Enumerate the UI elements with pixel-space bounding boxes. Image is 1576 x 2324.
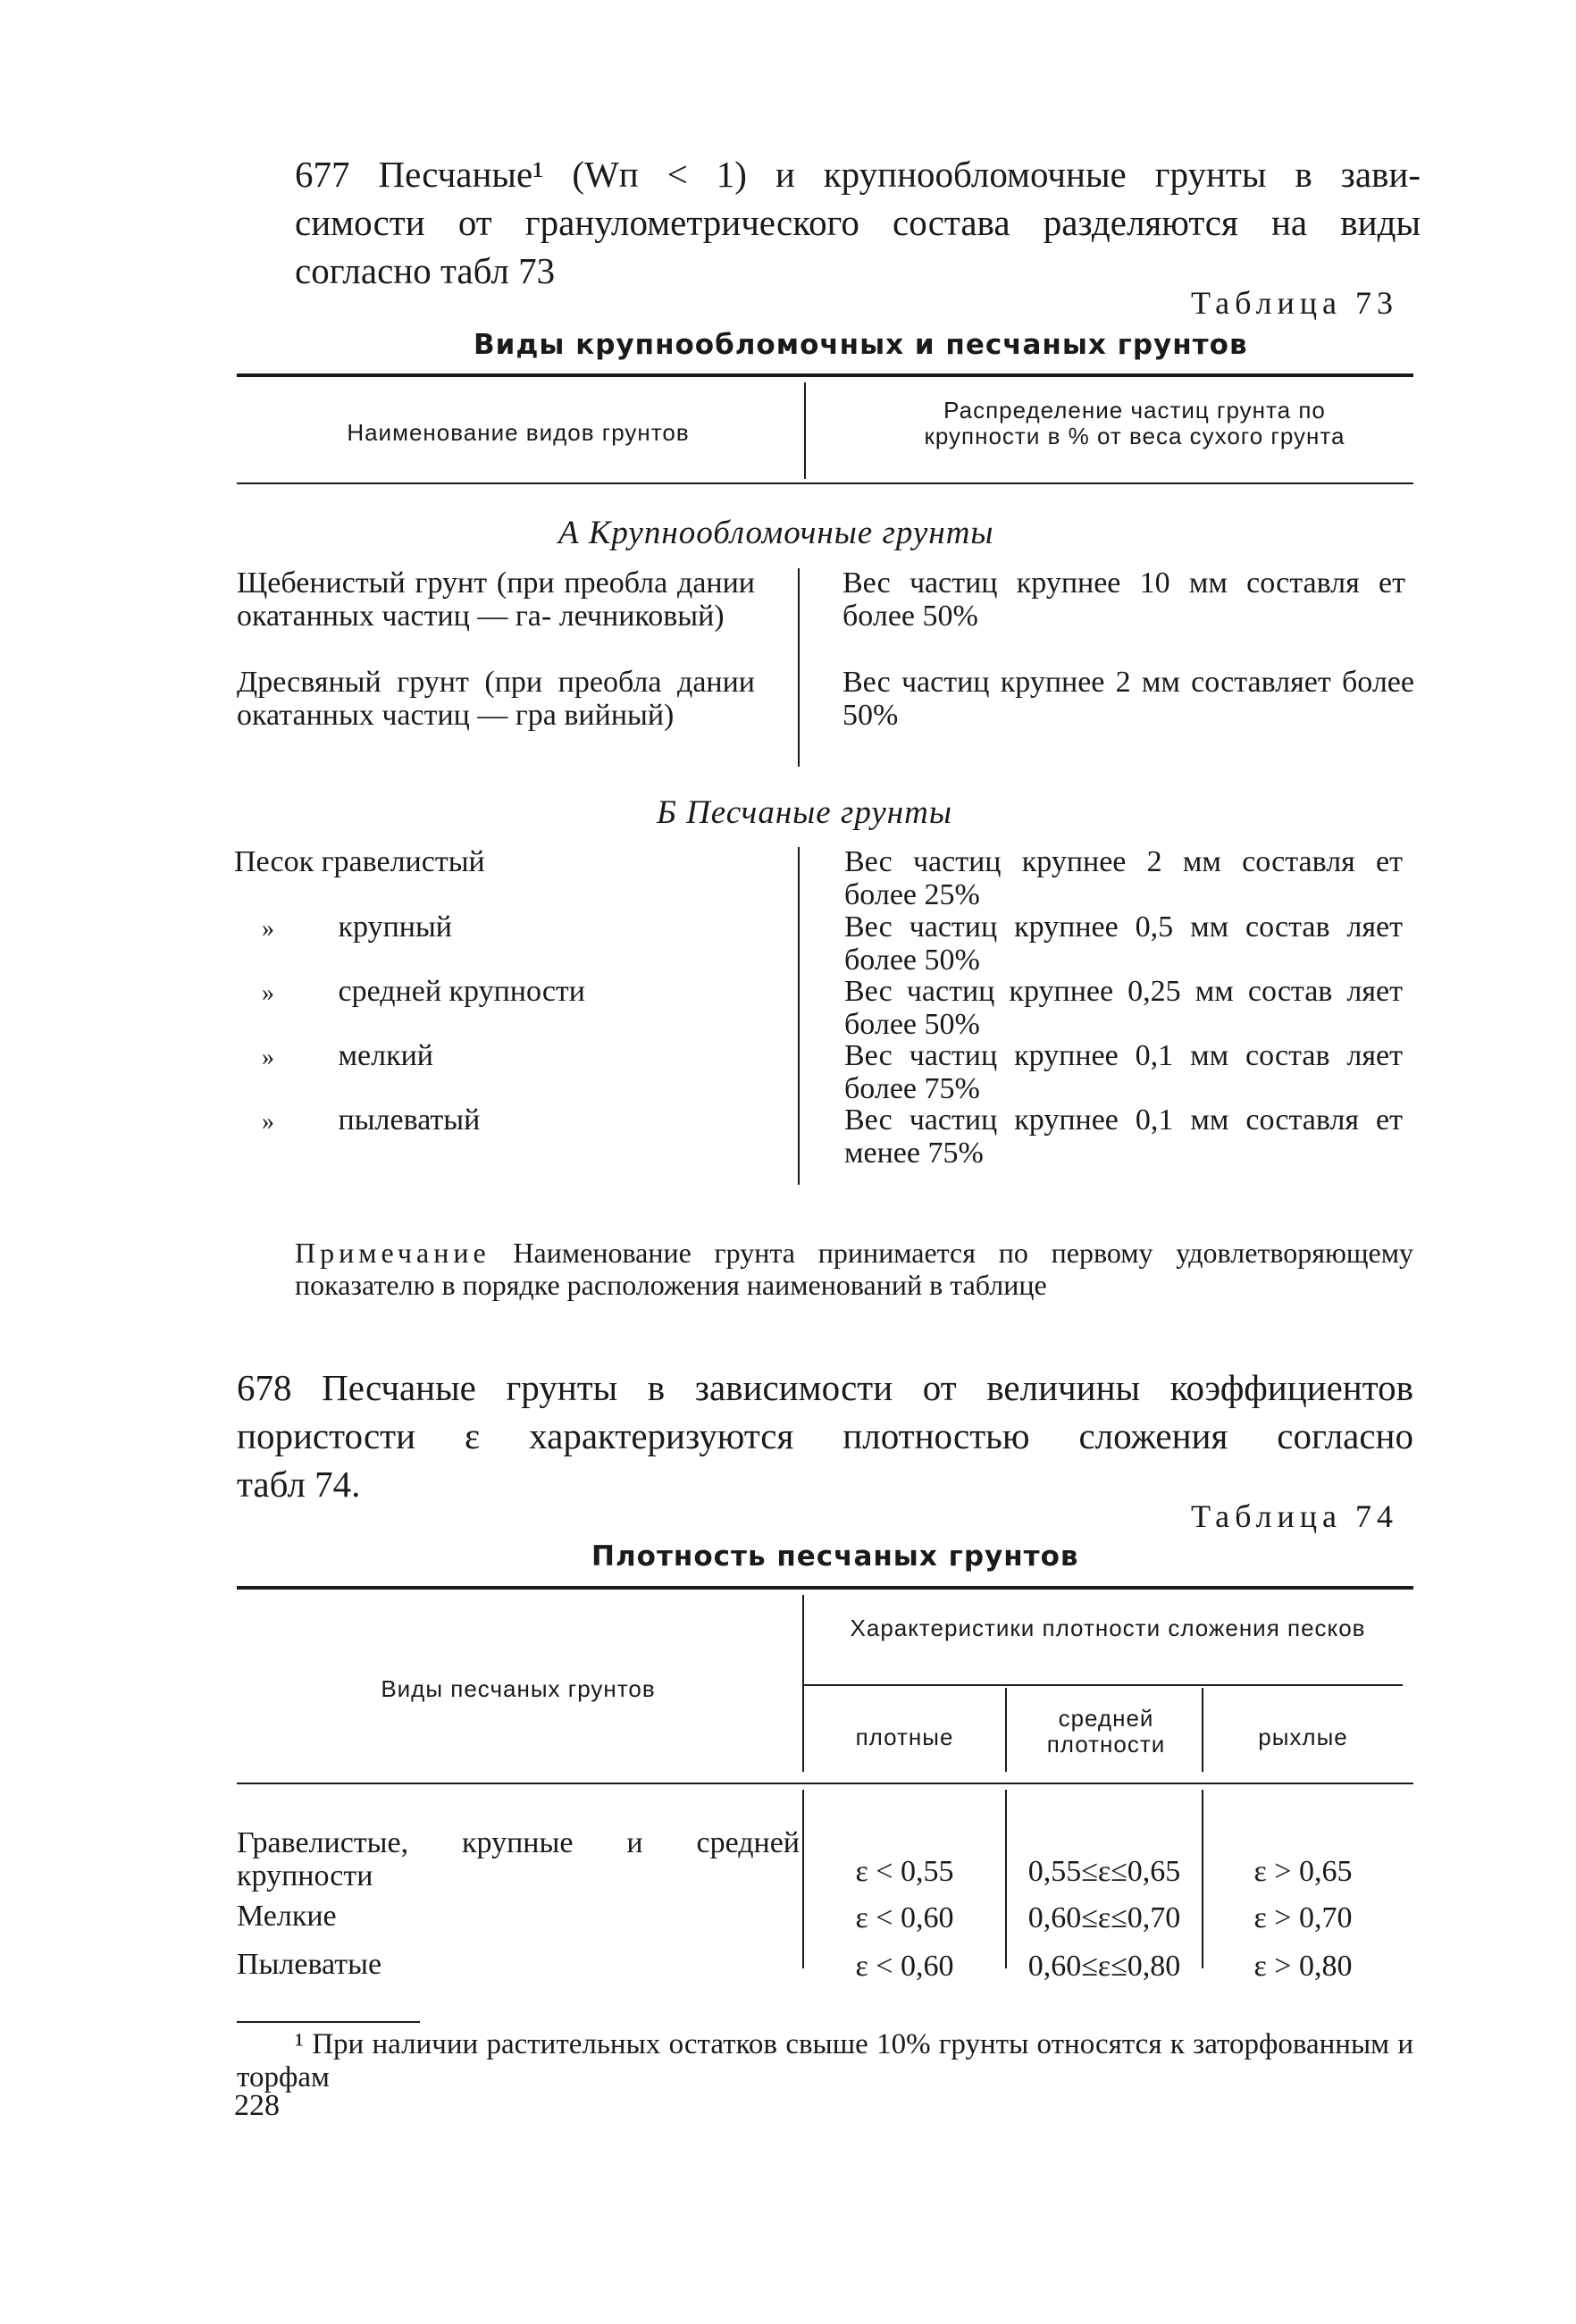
table-74-row-2-dense: ε < 0,60 — [855, 1901, 954, 1934]
page-number: 228 — [234, 2089, 280, 2122]
table-73-b-row-5-mark: » — [262, 1108, 274, 1136]
table-73-a-row-1-value: Вес частиц крупнее 10 мм составля ет более 50% — [842, 566, 1405, 633]
table-74-group-header: Характеристики плотности сложения песков — [850, 1615, 1366, 1641]
table-74-col1-header: Виды песчаных грунтов — [381, 1675, 656, 1702]
table-74-label: Таблица 74 — [1191, 1498, 1398, 1534]
table-74-row-1-dense: ε < 0,55 — [855, 1855, 954, 1888]
table-74-sub-divider-1 — [1005, 1688, 1007, 1772]
table-74-row-1-medium: 0,55≤ε≤0,65 — [1027, 1855, 1181, 1888]
footnote-rule — [237, 2021, 420, 2023]
table-74-row-3-dense: ε < 0,60 — [855, 1950, 954, 1983]
table-73-b-row-5-name — [234, 1103, 770, 1138]
table-74-top-rule — [237, 1586, 1413, 1590]
table-73-b-row-3-name — [234, 975, 770, 1010]
paragraph-677-line-1: 677 Песчаные¹ (Wп < 1) и крупнообломочные грунты в зави- — [295, 154, 1421, 195]
table-73-note — [295, 1237, 1413, 1301]
table-73-b-row-1-name — [234, 845, 770, 878]
table-73-b-row-5-value: Вес частиц крупнее 0,1 мм составля ет менее 75% — [844, 1103, 1403, 1170]
paragraph-677-line-3: согласно табл 73 — [295, 250, 556, 291]
table-73-b-row-4-mark: » — [262, 1044, 274, 1071]
table-73-b-row-5-label: пылеватый — [338, 1103, 481, 1137]
paragraph-678-line-1: 678 Песчаные грунты в зависимости от величины коэффициентов — [237, 1367, 1413, 1408]
table-74-row-3-medium: 0,60≤ε≤0,80 — [1027, 1950, 1181, 1983]
table-73-note-label: Примечание — [295, 1237, 490, 1269]
table-73-section-a: А Крупнообломочные грунты — [558, 515, 994, 551]
footnote: ¹ При наличии растительных остатков свыше 10% грунты относятся к заторфованным и торфам — [237, 2028, 1413, 2093]
table-73-b-row-4-value: Вес частиц крупнее 0,1 мм состав ляет более 75% — [844, 1039, 1403, 1105]
table-74-sub-header-loose: рыхлые — [1258, 1724, 1348, 1750]
table-73-b-row-2-mark: » — [262, 915, 274, 943]
table-74-sub-header-dense: плотные — [855, 1724, 954, 1750]
table-73-a-row-2-value: Вес частиц крупнее 2 мм составляет более 50% — [842, 666, 1414, 732]
table-73-col2-header: Распределение частиц грунта по крупности в % от веса сухого грунта — [924, 397, 1345, 449]
table-73-title: Виды крупнообломочных и песчаных грунтов — [474, 329, 1248, 361]
table-73-label: Таблица 73 — [1191, 285, 1398, 321]
table-73-section-a-divider — [798, 568, 800, 767]
table-74-row-3-name: Пылеватые — [237, 1948, 382, 1981]
paragraph-677-line-2: симости от гранулометрического состава разделяются на виды — [295, 202, 1421, 243]
table-74-group-rule — [804, 1684, 1403, 1686]
table-74-row-2-loose: ε > 0,70 — [1253, 1901, 1353, 1934]
table-73-b-row-3-value: Вес частиц крупнее 0,25 мм состав ляет более 50% — [844, 975, 1403, 1041]
table-73-b-row-3-label: средней крупности — [338, 975, 585, 1008]
table-73-b-row-4-name — [234, 1039, 770, 1074]
table-74-row-2-name: Мелкие — [237, 1900, 337, 1933]
table-73-b-row-2-name — [234, 910, 770, 945]
table-73-b-row-2-label: крупный — [338, 910, 452, 944]
table-74-row-1-loose: ε > 0,65 — [1253, 1855, 1353, 1888]
table-73-top-rule — [237, 373, 1413, 377]
table-73-b-row-1-mark: Песок — [234, 845, 314, 878]
table-73-a-row-1-name: Щебенистый грунт (при преобла дании окатанных частиц — га- лечниковый) — [237, 566, 755, 633]
table-74-row-3-loose: ε > 0,80 — [1253, 1950, 1353, 1983]
table-73-section-b-divider — [798, 847, 800, 1185]
table-73-header-bottom-rule — [237, 482, 1413, 484]
table-74-header-bottom-rule — [237, 1783, 1413, 1784]
table-74-title: Плотность песчаных грунтов — [591, 1540, 1079, 1573]
table-73-col1-header: Наименование видов грунтов — [347, 419, 690, 446]
table-74-sub-header-medium: средней плотности — [1046, 1705, 1166, 1758]
table-73-b-row-1-label: гравелистый — [321, 845, 485, 878]
paragraph-678 — [237, 1363, 1413, 1508]
table-73-b-row-2-value: Вес частиц крупнее 0,5 мм состав ляет более 50% — [844, 910, 1403, 977]
table-73-b-row-4-label: мелкий — [338, 1039, 433, 1072]
table-73-b-row-1-value: Вес частиц крупнее 2 мм составля ет более 25% — [844, 845, 1403, 911]
paragraph-678-line-2: пористости ε характеризуются плотностью сложения согласно — [237, 1415, 1413, 1456]
paragraph-678-line-3: табл 74. — [237, 1464, 361, 1505]
table-73-section-b: Б Песчаные грунты — [657, 794, 952, 831]
table-73-a-row-2-name: Дресвяный грунт (при преобла дании окатанных частиц — гра вийный) — [237, 666, 755, 732]
table-73-header-divider — [804, 382, 806, 479]
paragraph-677 — [295, 150, 1421, 295]
table-74-row-1-name: Гравелистые, крупные и средней крупности — [237, 1826, 800, 1892]
table-73-note-text: Наименование грунта принимается по первому удовлетворяющему показателю в порядке расположения наименований в таблице — [295, 1237, 1414, 1301]
table-73-b-row-3-mark: » — [262, 979, 274, 1007]
table-74-row-2-medium: 0,60≤ε≤0,70 — [1027, 1901, 1181, 1934]
